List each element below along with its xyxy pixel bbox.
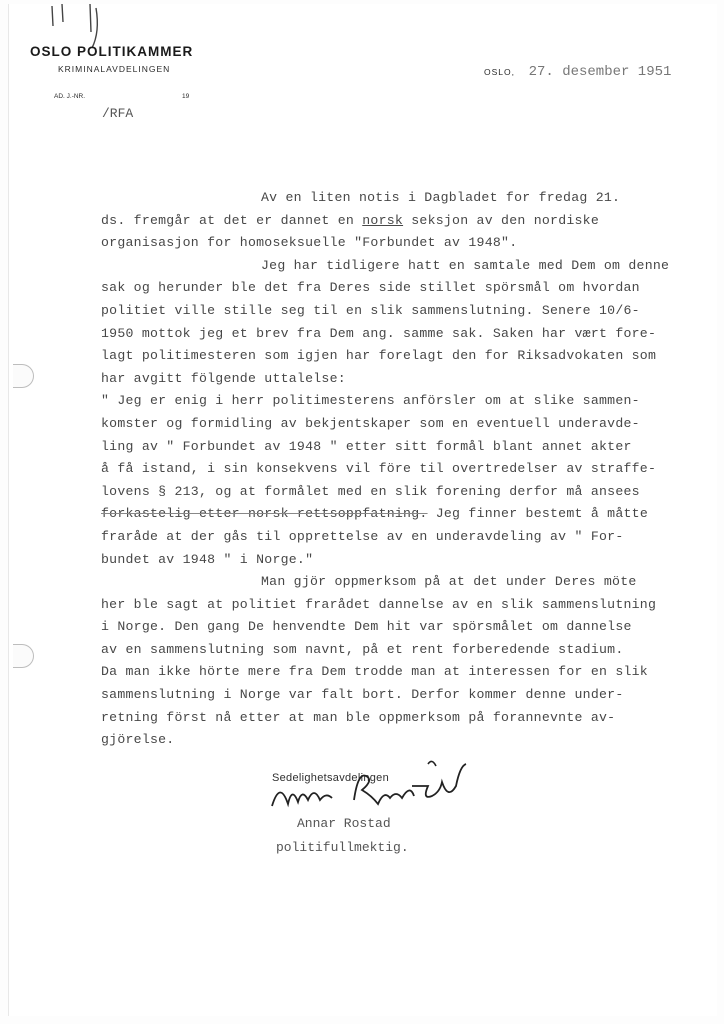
reference-year: 19 — [182, 93, 190, 100]
dateline — [484, 62, 671, 80]
body-line: i Norge. Den gang De henvendte Dem hit var spörsmålet om dannelse — [101, 619, 632, 635]
body-line: politiet ville stille seg til en slik sammenslutning. Senere 10/6- — [101, 302, 640, 318]
signatory-name: Annar Rostad — [297, 816, 391, 831]
body-line: retning först nå etter at man ble oppmerksom på forannevnte av- — [101, 709, 616, 725]
date-place: OSLO, — [484, 67, 515, 77]
date-value: 27. desember 1951 — [528, 64, 672, 80]
reference-field — [54, 93, 194, 100]
underlined-word: norsk — [362, 212, 404, 228]
quote-text: Jeg finner bestemt å måtte — [427, 506, 648, 522]
letterhead-department: KRIMINALAVDELINGEN — [58, 64, 171, 74]
body-line: av en sammenslutning som navnt, på et rent forberedende stadium. — [101, 641, 624, 657]
body-line: Av en liten notis i Dagbladet for fredag 21. — [261, 190, 621, 205]
body-line: lagt politimesteren som igjen har forelagt den for Riksadvokaten som — [101, 348, 657, 364]
body-line — [101, 210, 709, 233]
punch-hole — [13, 644, 34, 668]
body-line: Da man ikke hörte mere fra Dem trodde man at interessen for en slik — [101, 664, 648, 680]
signatory-title: politifullmektig. — [276, 840, 409, 855]
body-line: gjörelse. — [101, 732, 175, 748]
punch-hole — [13, 364, 34, 388]
body-line: har avgitt fölgende uttalelse: — [101, 370, 346, 386]
body-line: Jeg har tidligere hatt en samtale med Dem om denne — [261, 257, 670, 273]
quote-line: bundet av 1948 " i Norge." — [101, 551, 314, 567]
body-line: 1950 mottok jeg et brev fra Dem ang. samme sak. Saken har vært fore- — [101, 325, 657, 341]
quote-line: fraråde at der gås til opprettelse av en underavdeling av " For- — [101, 528, 624, 544]
body-line: Man gjör oppmerksom på at det under Deres möte — [261, 574, 637, 590]
quote-line: komster og formidling av bekjentskaper som en eventuell underavde- — [101, 415, 640, 431]
letterhead-title: OSLO POLITIKAMMER — [30, 44, 194, 59]
body-line: her ble sagt at politiet frarådet dannelse av en slik sammenslutning — [101, 596, 657, 612]
body-line: sak og herunder ble det fra Deres side stillet spörsmål om hvordan — [101, 280, 640, 296]
quote-line: ling av " Forbundet av 1948 " etter sitt formål blant annet akter — [101, 438, 632, 454]
department-stamp: Sedelighetsavdelingen — [272, 772, 389, 784]
reference-label: AD. J.-NR. — [54, 93, 86, 100]
body-line: organisasjon for homoseksuelle "Forbundet av 1948". — [101, 235, 518, 251]
letter-body — [101, 187, 709, 752]
letterhead — [30, 44, 193, 74]
body-line: sammenslutning i Norge var falt bort. Derfor kommer denne under- — [101, 687, 624, 703]
quote-line: lovens § 213, og at formålet med en slik forening derfor må ansees — [101, 483, 640, 499]
quote-line — [101, 503, 709, 526]
quote-line: " Jeg er enig i herr politimesterens anförsler om at slike sammen- — [101, 393, 640, 409]
body-text: seksjon av den nordiske — [403, 212, 600, 228]
struck-text: forkastelig etter norsk rettsoppfatning. — [101, 506, 428, 522]
quote-line: å få istand, i sin konsekvens vil före til overtredelser av straffe- — [101, 461, 657, 477]
body-text: ds. fremgår at det er dannet en — [101, 212, 363, 228]
reference-code: /RFA — [102, 106, 134, 121]
